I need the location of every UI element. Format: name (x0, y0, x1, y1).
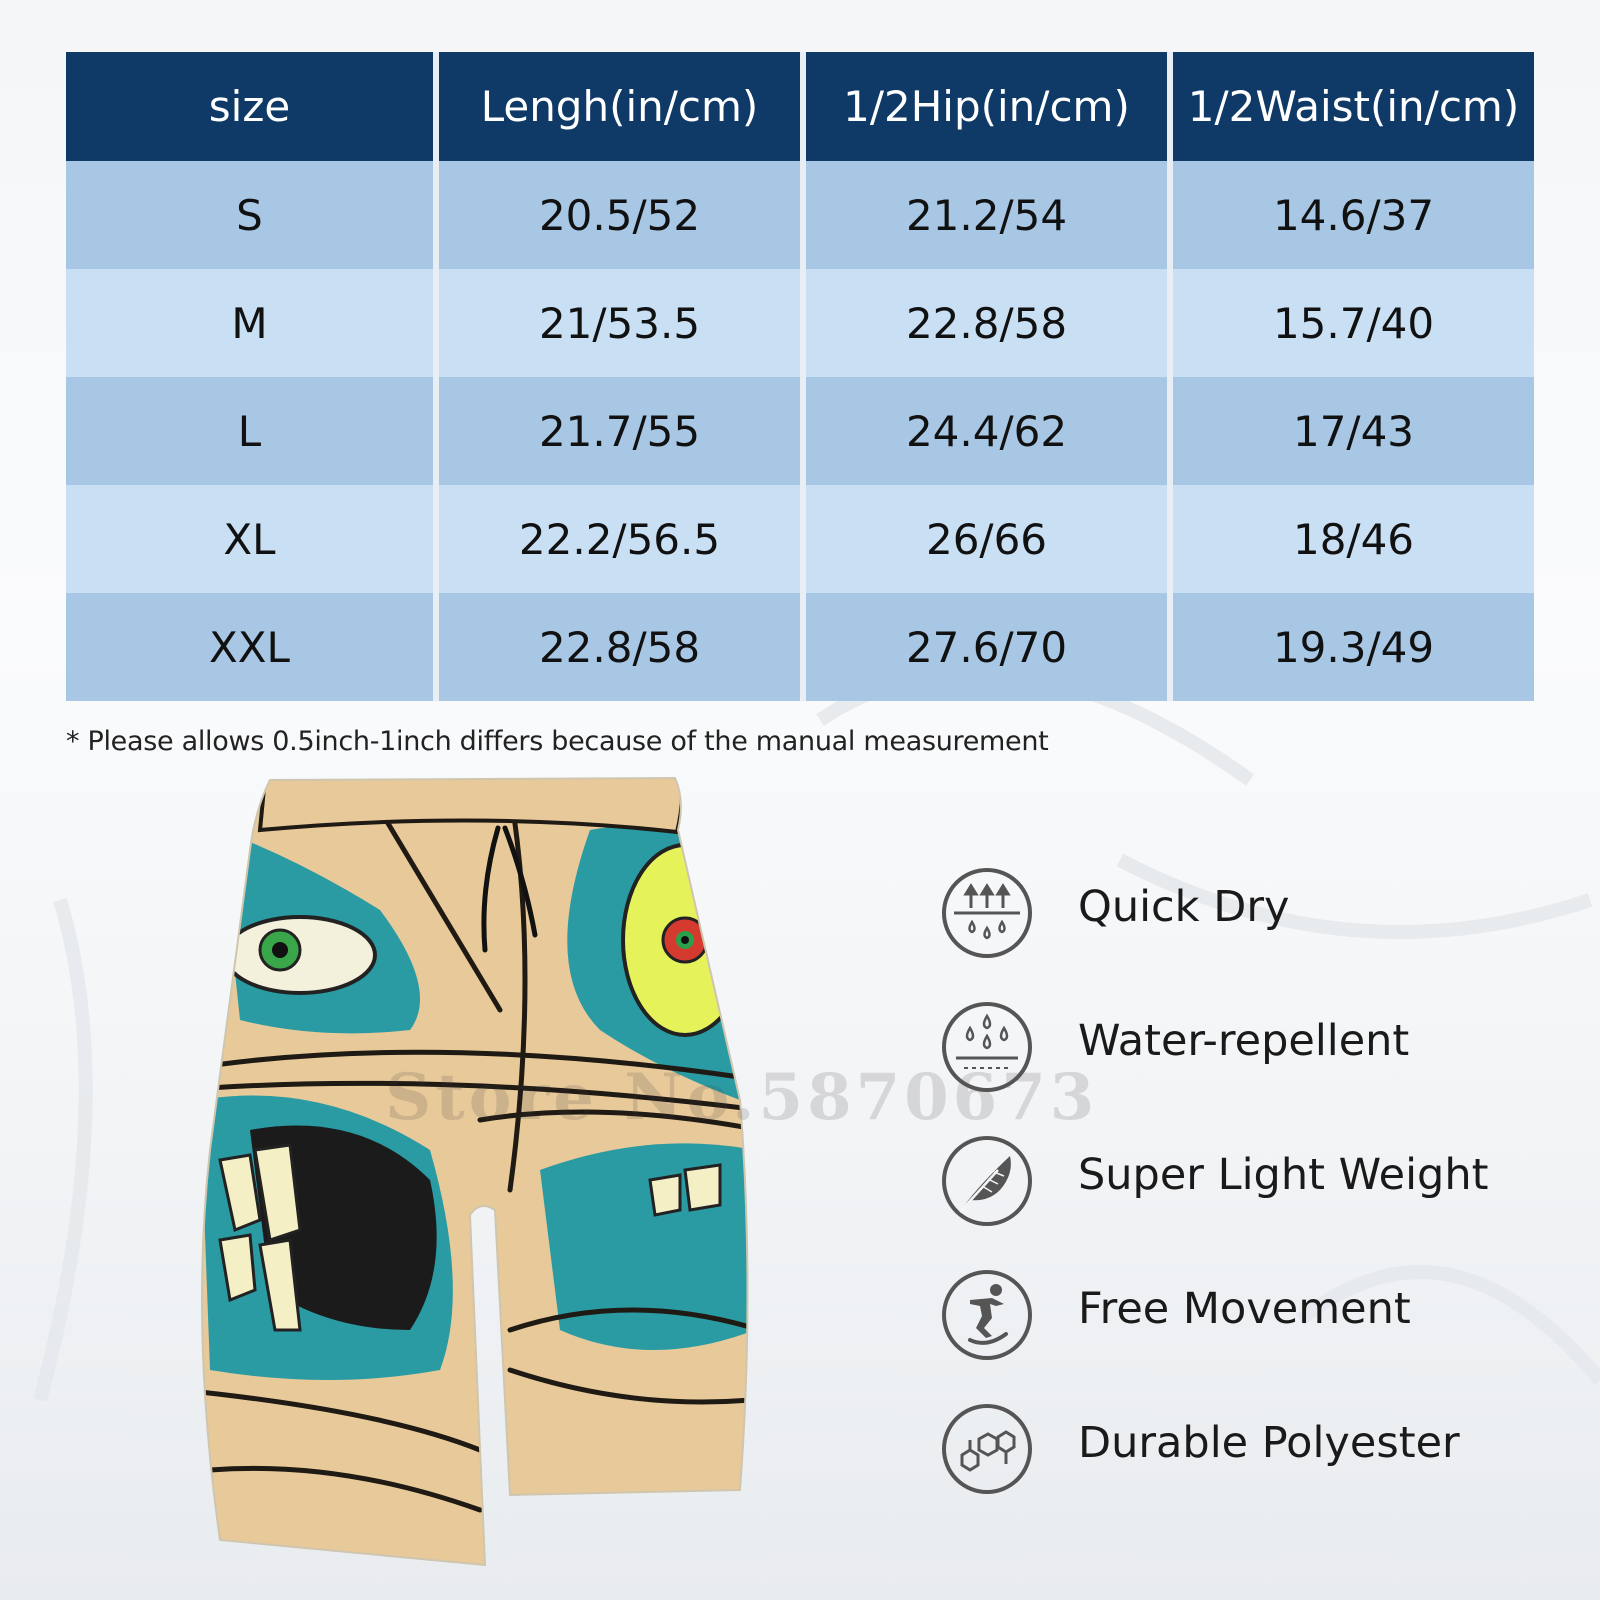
size-chart-header-row (66, 52, 1534, 161)
cell-half-waist: 14.6/37 (1167, 161, 1534, 269)
cell-length: 20.5/52 (433, 161, 800, 269)
feather-icon (940, 1134, 1034, 1228)
cell-size: XL (66, 485, 433, 593)
header-half-waist: 1/2Waist(in/cm) (1167, 52, 1534, 161)
cell-size: M (66, 269, 433, 377)
table-row (66, 377, 1534, 485)
feature-durable-polyester (940, 1402, 1560, 1498)
cell-length: 21.7/55 (433, 377, 800, 485)
water-drops-icon (940, 1000, 1034, 1094)
feature-label: Quick Dry (1078, 882, 1290, 932)
cell-size: L (66, 377, 433, 485)
cell-half-hip: 26/66 (800, 485, 1167, 593)
feature-quick-dry (940, 866, 1560, 962)
table-row (66, 485, 1534, 593)
molecule-icon (940, 1402, 1034, 1496)
table-row (66, 161, 1534, 269)
table-row (66, 269, 1534, 377)
size-chart-table (66, 52, 1534, 701)
cell-half-waist: 17/43 (1167, 377, 1534, 485)
cell-half-hip: 27.6/70 (800, 593, 1167, 701)
header-size: size (66, 52, 433, 161)
header-half-hip: 1/2Hip(in/cm) (800, 52, 1167, 161)
cell-length: 21/53.5 (433, 269, 800, 377)
cell-half-hip: 24.4/62 (800, 377, 1167, 485)
feature-water-repellent (940, 1000, 1560, 1096)
feature-label: Durable Polyester (1078, 1418, 1460, 1468)
product-shorts-image (180, 770, 780, 1580)
cell-size: S (66, 161, 433, 269)
cell-half-waist: 18/46 (1167, 485, 1534, 593)
cell-half-waist: 19.3/49 (1167, 593, 1534, 701)
cell-half-hip: 21.2/54 (800, 161, 1167, 269)
measurement-note: * Please allows 0.5inch-1inch differs because of the manual measurement (66, 726, 1049, 757)
cell-length: 22.8/58 (433, 593, 800, 701)
store-watermark: Store No.5870673 (385, 1060, 1099, 1135)
cell-size: XXL (66, 593, 433, 701)
feature-super-light-weight (940, 1134, 1560, 1230)
cell-length: 22.2/56.5 (433, 485, 800, 593)
feature-label: Free Movement (1078, 1284, 1411, 1334)
feature-label: Super Light Weight (1078, 1150, 1489, 1200)
header-length: Lengh(in/cm) (433, 52, 800, 161)
table-row (66, 593, 1534, 701)
quick-dry-icon (940, 866, 1034, 960)
cell-half-waist: 15.7/40 (1167, 269, 1534, 377)
cell-half-hip: 22.8/58 (800, 269, 1167, 377)
skateboarder-icon (940, 1268, 1034, 1362)
feature-label: Water-repellent (1078, 1016, 1410, 1066)
feature-free-movement (940, 1268, 1560, 1364)
